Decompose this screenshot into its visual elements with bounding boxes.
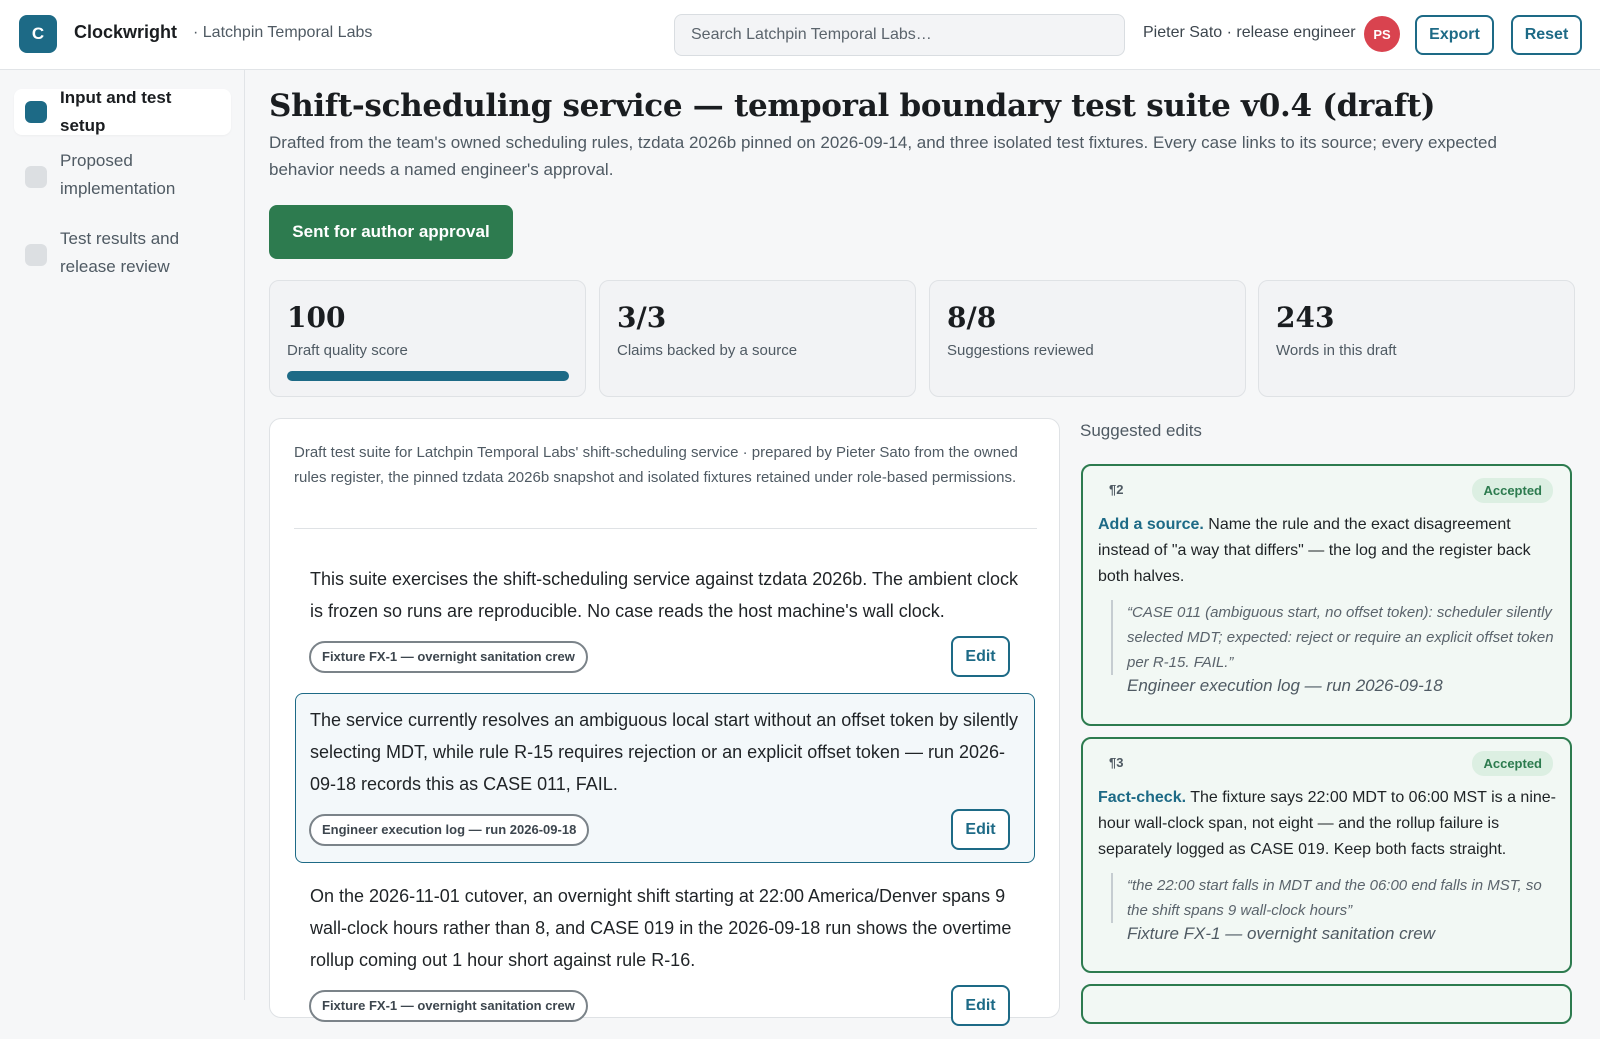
sent-for-approval-button[interactable]: Sent for author approval xyxy=(269,205,513,259)
step-label: Input and test setup xyxy=(60,88,172,135)
metric-value: 100 xyxy=(287,301,346,334)
suggestion-text xyxy=(1098,512,1558,590)
source-chip[interactable]: Fixture FX-1 — overnight sanitation crew xyxy=(309,990,588,1022)
step-label: Proposed implementation xyxy=(60,151,176,198)
suggestion-kind[interactable]: Add a source. xyxy=(1098,516,1204,533)
suggestion-card[interactable] xyxy=(1081,464,1572,726)
sidebar-step-test-results[interactable] xyxy=(14,225,231,287)
status-badge: Accepted xyxy=(1472,478,1553,503)
suggestion-text xyxy=(1098,785,1558,863)
metric-value: 3/3 xyxy=(617,301,667,334)
metric-value: 243 xyxy=(1276,301,1335,334)
suggestion-quote: “the 22:00 start falls in MDT and the 06:00 end falls in MST, so the shift spans 9 wall-clock hours” xyxy=(1111,873,1556,923)
sidebar xyxy=(0,70,245,1000)
metric-label: Suggestions reviewed xyxy=(947,342,1094,359)
edit-button[interactable]: Edit xyxy=(951,809,1010,850)
draft-document-panel xyxy=(269,418,1060,1018)
search-input[interactable] xyxy=(674,14,1125,56)
metric-card-claims xyxy=(599,280,916,397)
suggested-edits-heading: Suggested edits xyxy=(1080,421,1202,440)
page-subtitle: Drafted from the team's owned scheduling rules, tzdata 2026b pinned on 2026-09-14, and three isolated test fixtures. Every case links to its source; every expected behavior needs a named engineer's approval. xyxy=(269,133,1497,179)
org-name: · Latchpin Temporal Labs xyxy=(193,24,373,41)
export-button[interactable]: Export xyxy=(1415,15,1494,55)
app-name: Clockwright xyxy=(74,22,178,42)
edit-button[interactable]: Edit xyxy=(951,985,1010,1026)
divider xyxy=(294,528,1037,529)
metric-card-words xyxy=(1258,280,1575,397)
suggestion-body: Name the rule and the exact disagreement instead of "a way that differs" — the log and the register back both halves. xyxy=(1098,516,1531,585)
sidebar-step-proposed-implementation[interactable] xyxy=(14,147,231,209)
top-bar xyxy=(0,0,1600,70)
metric-label: Claims backed by a source xyxy=(617,342,798,359)
suggestion-body: The fixture says 22:00 MDT to 06:00 MST is a nine-hour wall-clock span, not eight — and the rollup failure is separately logged as CASE 019. Keep both facts straight. xyxy=(1098,789,1556,858)
paragraph-text: On the 2026-11-01 cutover, an overnight shift starting at 22:00 America/Denver spans 9 wall-clock hours rather than 8, and CASE 019 in the 2026-09-18 run shows the overtime rollup coming out 1 hour short against rule R-16. xyxy=(310,886,1012,970)
progress-fill xyxy=(287,371,569,381)
paragraph-text: This suite exercises the shift-scheduling service against tzdata 2026b. The ambient clock is frozen so runs are reproducible. No case reads the host machine's wall clock. xyxy=(310,569,1019,621)
suggestion-kind[interactable]: Fact-check. xyxy=(1098,789,1187,806)
page-title: Shift-scheduling service — temporal boundary test suite v0.4 (draft) xyxy=(269,88,1436,124)
step-inactive-icon xyxy=(25,166,47,188)
paragraph-reference: ¶3 xyxy=(1109,755,1124,770)
document-paragraph-2[interactable] xyxy=(295,693,1035,863)
suggestion-quote: “CASE 011 (ambiguous start, no offset token): scheduler silently selected MDT; expected: reject or require an explicit offset token per R-15. FAIL.” xyxy=(1111,600,1556,675)
metric-label: Draft quality score xyxy=(287,342,408,359)
document-intro: Draft test suite for Latchpin Temporal Labs' shift-scheduling service · prepared by Pieter Sato from the owned rules register, the pinned tzdata 2026b snapshot and isolated fixtures retained under role-based permissions. xyxy=(294,444,1018,486)
document-paragraph-1[interactable] xyxy=(295,552,1035,688)
quote-source: Engineer execution log — run 2026-09-18 xyxy=(1127,676,1443,695)
status-badge: Accepted xyxy=(1472,751,1553,776)
metric-label: Words in this draft xyxy=(1276,342,1397,359)
sidebar-step-input-setup[interactable] xyxy=(14,89,231,135)
app-logo[interactable]: C xyxy=(19,15,57,53)
quality-progress-bar xyxy=(287,371,569,381)
suggestion-card[interactable] xyxy=(1081,737,1572,973)
reset-button[interactable]: Reset xyxy=(1511,15,1582,55)
document-paragraph-3[interactable] xyxy=(295,869,1035,1039)
paragraph-reference: ¶2 xyxy=(1109,482,1124,497)
metric-card-suggestions xyxy=(929,280,1246,397)
step-label: Test results and release review xyxy=(60,229,180,276)
user-label: Pieter Sato · release engineer xyxy=(1143,24,1356,41)
avatar[interactable]: PS xyxy=(1364,16,1400,52)
quote-source: Fixture FX-1 — overnight sanitation crew xyxy=(1127,924,1436,943)
suggestion-card[interactable] xyxy=(1081,984,1572,1024)
step-inactive-icon xyxy=(25,244,47,266)
step-active-icon xyxy=(25,101,47,123)
metric-value: 8/8 xyxy=(947,301,997,334)
metric-card-quality xyxy=(269,280,586,397)
paragraph-text: The service currently resolves an ambiguous local start without an offset token by silently selecting MDT, while rule R-15 requires rejection or an explicit offset token — run 2026-09-18 records this as CASE 011, FAIL. xyxy=(310,710,1019,794)
edit-button[interactable]: Edit xyxy=(951,636,1010,677)
source-chip[interactable]: Fixture FX-1 — overnight sanitation crew xyxy=(309,641,588,673)
source-chip[interactable]: Engineer execution log — run 2026-09-18 xyxy=(309,814,589,846)
